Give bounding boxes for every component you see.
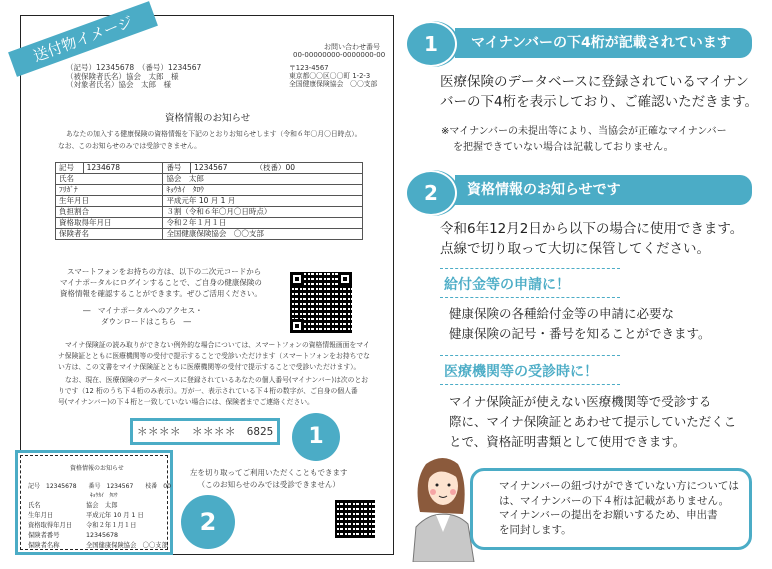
cutout-card xyxy=(15,450,173,555)
text-line: りです（12 桁のうち下４桁のみ表示）。万が一、表示されている下４桁の数字が、ご自身の個人番 xyxy=(58,387,358,395)
text-line: 資格情報を確認することができます。ぜひご活用ください。 xyxy=(60,289,262,298)
text-line: マイナ保険証が使えない医療機関等で受診する xyxy=(449,394,712,409)
addressee-line: （対象者氏名）協会 太郎 様 xyxy=(66,80,171,89)
inquiry-label: お問い合わせ番号 xyxy=(324,43,380,51)
value: 平成元年 10 月 1 日 xyxy=(86,512,144,519)
divider xyxy=(440,355,620,356)
cell: 1234678 xyxy=(83,163,163,174)
cell: 負担割合 xyxy=(56,207,163,218)
text-line: とで、資格証明書類として使用できます。 xyxy=(449,434,686,449)
text-line: マイナンバーの提出をお願いするため、申出書 xyxy=(499,509,718,521)
value: 令和２年１月１日 xyxy=(86,522,137,529)
addressee-line: （被保険者氏名）協会 太郎 様 xyxy=(66,71,179,81)
sample-banner: 送付物イメージ xyxy=(8,1,158,77)
cut-row xyxy=(28,511,168,521)
text-line: 健康保険の各種給付金等の申請に必要な xyxy=(449,306,675,321)
speech-bubble xyxy=(470,468,752,550)
table-row xyxy=(56,218,363,229)
small-qr-code[interactable] xyxy=(335,500,375,538)
cell: ３割（令和６年〇月〇日時点） xyxy=(163,207,363,218)
divider xyxy=(440,297,620,298)
cell: 記号 xyxy=(56,163,84,174)
label: 保険者名称 xyxy=(28,542,60,549)
cut-row xyxy=(28,531,168,541)
label: 保険者番号 xyxy=(28,532,60,539)
text-line: マイナ保険証の読み取りができない例外的な場合については、スマートフォンの資格情報画面をマイ xyxy=(65,341,370,349)
text-line: ナ保険証とともに医療機関等の受付で提示することで受診いただけます（スマートフォンをお持ちでな xyxy=(58,352,370,360)
text-line: マイナポータルにログインすることで、ご自身の健康保険の xyxy=(60,278,262,287)
section1-number: 1 xyxy=(405,21,457,67)
addressee-line: （記号）12345678 （番号）1234567 xyxy=(66,63,202,72)
table-row xyxy=(56,174,363,185)
smartphone-text xyxy=(60,266,262,299)
cell: ｷｮｳｶｲ ﾀﾛｳ xyxy=(163,185,363,196)
intro xyxy=(58,128,361,152)
document-title: 資格情報のお知らせ xyxy=(165,113,251,124)
text-line: ※マイナンバーの未提出等により、当協会が正確なマイナンバー xyxy=(441,126,727,137)
bangou-value: 1234567 xyxy=(194,163,228,172)
cell: 資格取得年月日 xyxy=(56,218,163,229)
table-row xyxy=(56,185,363,196)
cell: 保険者名 xyxy=(56,229,163,240)
label: 生年月日 xyxy=(28,512,54,519)
sender-line: 全国健康保険協会 〇〇支部 xyxy=(289,80,378,88)
portal-text xyxy=(83,305,203,327)
sub2-body xyxy=(449,392,736,452)
text-line: を把握できていない場合は記載しておりません。 xyxy=(453,142,674,153)
cell: 協会 太郎 xyxy=(163,174,363,185)
text-line: （このお知らせのみでは受診できません） xyxy=(197,480,340,489)
edaban-value: （枝番）00 xyxy=(255,163,296,172)
section1-header: マイナンバーの下4桁が記載されています xyxy=(455,28,752,58)
cell: 氏名 xyxy=(56,174,163,185)
table-row xyxy=(56,207,363,218)
text-line: は、マイナンバーの下４桁は記載がありません。 xyxy=(499,494,730,507)
text-line: ダウンロードはこちら ― xyxy=(101,317,191,326)
text-line: スマートフォンをお持ちの方は、以下の二次元コードから xyxy=(67,267,262,276)
text-line: 号(マイナンバー)の下４桁と一致していない場合には、保険者までご連絡ください。 xyxy=(58,398,314,406)
text-line: い方は、この文書をマイナ保険証とともに医療機関等の受付で提示することで受診いただけます）。 xyxy=(58,363,361,371)
text-line: マイナンバーの紐づけができていない方については xyxy=(499,480,739,492)
text-line: 点線で切り取って大切に保管してください。 xyxy=(440,241,710,257)
inquiry-number: 00-00000000-0000000-00 xyxy=(293,51,386,59)
cut-note xyxy=(190,467,348,491)
cell: ﾌﾘｶﾞﾅ xyxy=(56,185,163,196)
cell: 全国健康保険協会 〇〇支部 xyxy=(163,229,363,240)
text-line: なお、現在、医療保険のデータベースに登録されているあなたの個人番号(マイナンバー)は次のとお xyxy=(65,376,369,384)
sub2-heading: 医療機関等の受診時に！ xyxy=(444,364,598,380)
sender-address xyxy=(289,64,377,88)
value: 12345678 xyxy=(86,532,119,539)
table-row xyxy=(56,163,363,174)
label: 氏名 xyxy=(28,502,41,509)
text-line: を同封します。 xyxy=(499,523,572,536)
section2-header: 資格情報のお知らせです xyxy=(455,175,752,205)
qr-code[interactable] xyxy=(290,272,352,333)
section2-body xyxy=(440,219,743,259)
cell: 生年月日 xyxy=(56,196,163,207)
sub1-body xyxy=(449,304,711,344)
text-line: バーの下4桁を表示しており、ご確認いただきます。 xyxy=(440,94,759,110)
label: 資格取得年月日 xyxy=(28,522,73,529)
cut-title: 資格情報のお知らせ xyxy=(70,465,124,472)
sub1-heading: 給付金等の申請に！ xyxy=(444,277,570,293)
value: 協会 太郎 xyxy=(86,502,118,509)
cell: 令和２年１月１日 xyxy=(163,218,363,229)
paragraph-1 xyxy=(58,340,370,373)
section1-note xyxy=(441,124,727,156)
intro-line: あなたの加入する健康保険の資格情報を下記のとおりお知らせします（令和６年〇月〇日時点）。 xyxy=(66,130,362,138)
cell: 平成元年 10 月 1 月 xyxy=(163,196,363,207)
section2-number: 2 xyxy=(405,170,457,216)
divider xyxy=(440,268,620,269)
paragraph-2 xyxy=(58,375,368,408)
text-line: 令和6年12月2日から以下の場合に使用できます。 xyxy=(440,221,744,237)
addressee xyxy=(66,64,201,90)
text-line: 際に、マイナ保険証とあわせて提示していただくこ xyxy=(449,414,737,429)
cut-row xyxy=(28,541,168,551)
table-row xyxy=(56,196,363,207)
mynumber-last4: ＊＊＊＊ ＊＊＊＊ 6825 xyxy=(130,418,280,445)
cut-kana: ｷｮｳｶｲ ﾀﾛｳ xyxy=(90,493,118,499)
cut-row xyxy=(28,521,168,531)
text-line: 左を切り取ってご利用いただくこともできます xyxy=(190,468,348,477)
intro-line: なお、このお知らせのみでは受診できません。 xyxy=(58,142,201,150)
marker-2: 2 xyxy=(181,495,235,549)
value: 全国健康保険協会 〇〇支部 xyxy=(86,542,168,549)
info-table xyxy=(55,162,363,240)
section1-body xyxy=(440,72,758,112)
text-line: 健康保険の記号・番号を知ることができます。 xyxy=(449,326,711,341)
sender-line: 〒123-4567 xyxy=(289,64,329,72)
sender-line: 東京都〇〇区〇〇町 1-2-3 xyxy=(289,72,371,80)
table-row xyxy=(56,229,363,240)
cell: 番号 xyxy=(163,163,191,174)
cut-row xyxy=(28,501,168,511)
cell xyxy=(191,163,363,174)
cut-line: 記号 12345678 番号 1234567 枝番 00 xyxy=(28,483,171,490)
text-line: ― マイナポータルへのアクセス・ xyxy=(83,306,203,315)
cut-rows xyxy=(28,501,168,551)
marker-1: 1 xyxy=(292,413,340,461)
divider xyxy=(440,384,620,385)
text-line: 医療保険のデータベースに登録されているマイナン xyxy=(440,74,749,90)
